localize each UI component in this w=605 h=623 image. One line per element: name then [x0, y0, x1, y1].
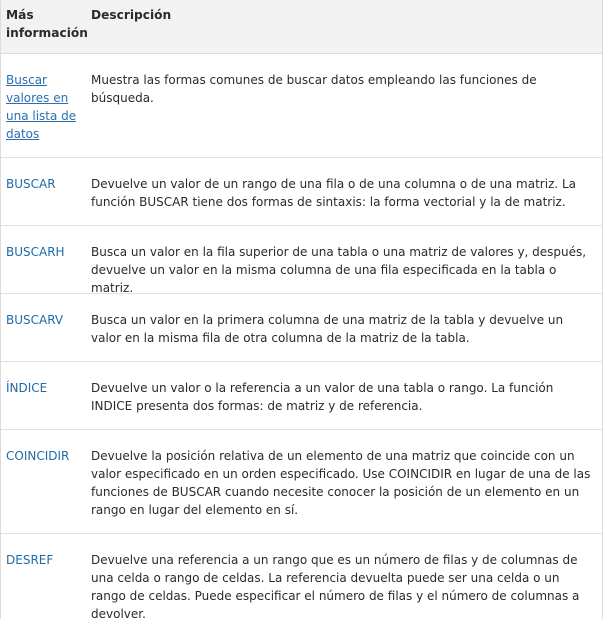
row-description: Devuelve un valor de un rango de una fila o de una columna o de una matriz. La función BUSCAR tiene dos formas de sintaxis: la forma vectorial y la de matriz.: [91, 177, 577, 209]
table-row: [1, 430, 602, 534]
table-row: [1, 54, 602, 158]
table-row: [1, 294, 602, 362]
table-header: [1, 0, 602, 54]
row-description: Busca un valor en la fila superior de una tabla o una matriz de valores y, después, devuelve un valor en la misma columna de una fila especificada en la tabla o matriz.: [91, 245, 587, 295]
table-row: [1, 362, 602, 430]
link-buscar-valores[interactable]: Buscar valores en una lista de datos: [6, 73, 77, 141]
table-row: [1, 534, 602, 619]
link-desref[interactable]: DESREF: [6, 553, 54, 567]
row-description: Muestra las formas comunes de buscar datos empleando las funciones de búsqueda.: [91, 73, 537, 105]
link-indice[interactable]: ÍNDICE: [6, 381, 48, 395]
link-coincidir[interactable]: COINCIDIR: [6, 449, 70, 463]
table-row: [1, 158, 602, 226]
link-buscar[interactable]: BUSCAR: [6, 177, 56, 191]
row-description: Devuelve la posición relativa de un elemento de una matriz que coincide con un valor especificado en un orden especificado. Use COINCIDIR en lugar de una de las funciones de BUSCAR cuando necesite conocer la posición de un elemento en un rango en lugar del elemento en sí.: [91, 449, 591, 517]
link-buscarv[interactable]: BUSCARV: [6, 313, 64, 327]
table-row: [1, 226, 602, 294]
link-buscarh[interactable]: BUSCARH: [6, 245, 65, 259]
header-description: Descripción: [91, 8, 172, 22]
header-more-info: Más información: [6, 8, 88, 40]
row-description: Devuelve un valor o la referencia a un valor de una tabla o rango. La función INDICE presenta dos formas: de matriz y de referencia.: [91, 381, 554, 413]
row-description: Devuelve una referencia a un rango que es un número de filas y de columnas de una celda o rango de celdas. La referencia devuelta puede ser una celda o un rango de celdas. Puede especificar el número de filas y el número de columnas a devolver.: [91, 553, 580, 621]
row-description: Busca un valor en la primera columna de una matriz de la tabla y devuelve un valor en la misma fila de otra columna de la matriz de la tabla.: [91, 313, 564, 345]
